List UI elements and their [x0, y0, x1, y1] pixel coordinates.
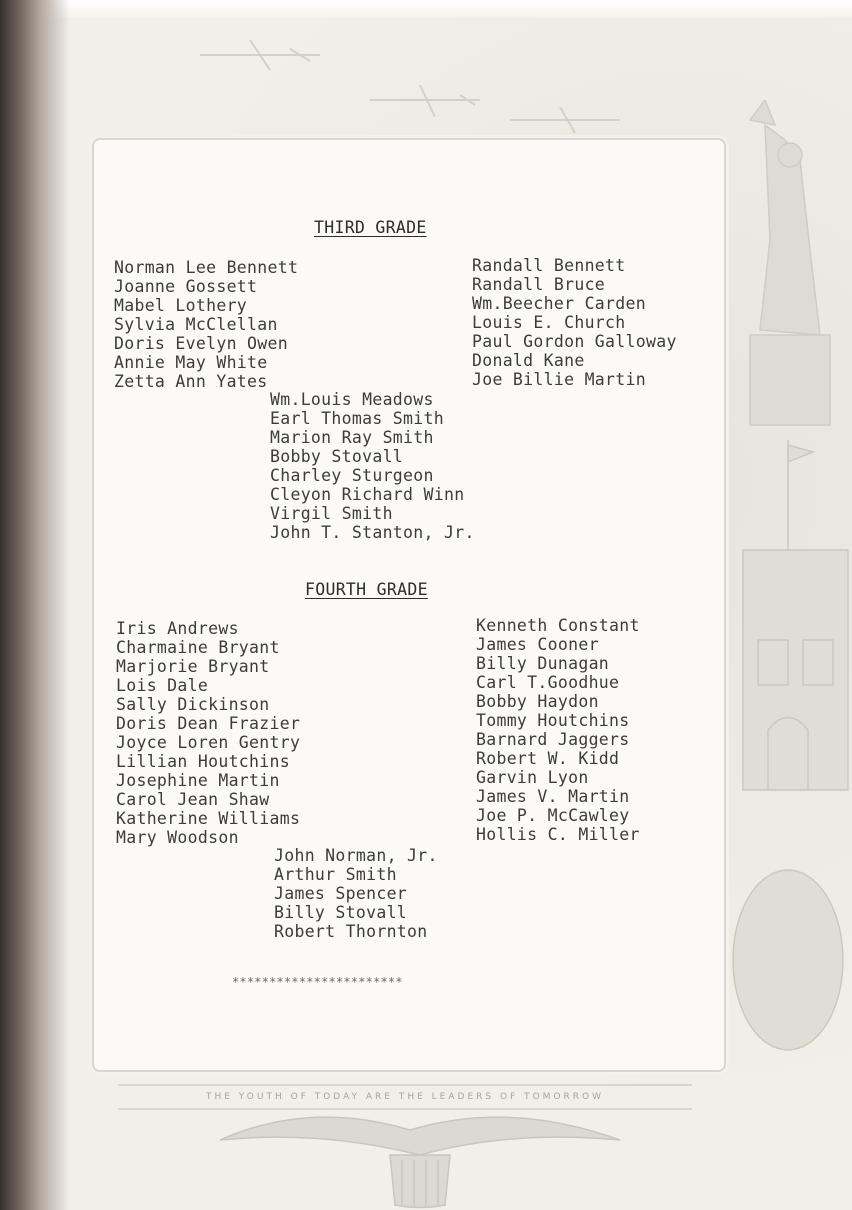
- school-building-illustration: [728, 440, 852, 1060]
- student-name: Randall Bruce: [472, 275, 606, 294]
- student-name: John T. Stanton, Jr.: [270, 523, 475, 542]
- student-name: Billy Dunagan: [476, 654, 610, 673]
- student-name: Joe Billie Martin: [472, 370, 646, 389]
- student-name: Donald Kane: [472, 351, 585, 370]
- student-name: Arthur Smith: [274, 865, 397, 884]
- student-name: Lillian Houtchins: [116, 752, 290, 771]
- student-name: James V. Martin: [476, 787, 630, 806]
- student-name: James Cooner: [476, 635, 599, 654]
- student-name: Zetta Ann Yates: [114, 372, 268, 391]
- student-name: Josephine Martin: [116, 771, 280, 790]
- statue-of-liberty-illustration: [730, 100, 840, 430]
- binding-shadow: [0, 0, 70, 1210]
- student-name: Randall Bennett: [472, 256, 626, 275]
- top-edge: [0, 0, 852, 18]
- airplane-illustration: [180, 25, 640, 135]
- star-divider: ***********************: [232, 975, 403, 989]
- student-name: Kenneth Constant: [476, 616, 640, 635]
- student-name: Mary Woodson: [116, 828, 239, 847]
- student-name: Earl Thomas Smith: [270, 409, 444, 428]
- student-name: Charley Sturgeon: [270, 466, 434, 485]
- student-name: James Spencer: [274, 884, 408, 903]
- student-name: Joyce Loren Gentry: [116, 733, 301, 752]
- student-name: Sally Dickinson: [116, 695, 270, 714]
- student-name: Carol Jean Shaw: [116, 790, 270, 809]
- student-name: Cleyon Richard Winn: [270, 485, 465, 504]
- third-grade-heading: THIRD GRADE: [314, 218, 427, 237]
- student-name: Robert Thornton: [274, 922, 428, 941]
- student-name: Sylvia McClellan: [114, 315, 278, 334]
- student-name: Louis E. Church: [472, 313, 626, 332]
- student-name: Bobby Stovall: [270, 447, 404, 466]
- eagle-emblem-illustration: [210, 1060, 630, 1210]
- student-name: Marjorie Bryant: [116, 657, 270, 676]
- fourth-grade-heading: FOURTH GRADE: [305, 580, 428, 599]
- student-name: Billy Stovall: [274, 903, 408, 922]
- student-name: Bobby Haydon: [476, 692, 599, 711]
- student-name: Norman Lee Bennett: [114, 258, 299, 277]
- student-name: Joanne Gossett: [114, 277, 258, 296]
- student-name: Wm.Louis Meadows: [270, 390, 434, 409]
- student-name: Carl T.Goodhue: [476, 673, 620, 692]
- motto-banner: THE YOUTH OF TODAY ARE THE LEADERS OF TOMORROW: [118, 1084, 692, 1110]
- student-name: Garvin Lyon: [476, 768, 589, 787]
- student-name: Iris Andrews: [116, 619, 239, 638]
- student-name: Marion Ray Smith: [270, 428, 434, 447]
- student-name: Katherine Williams: [116, 809, 301, 828]
- student-name: Paul Gordon Galloway: [472, 332, 677, 351]
- student-name: Annie May White: [114, 353, 268, 372]
- student-name: Doris Dean Frazier: [116, 714, 301, 733]
- student-name: Tommy Houtchins: [476, 711, 630, 730]
- student-name: Hollis C. Miller: [476, 825, 640, 844]
- student-name: Barnard Jaggers: [476, 730, 630, 749]
- student-name: Wm.Beecher Carden: [472, 294, 646, 313]
- student-name: John Norman, Jr.: [274, 846, 438, 865]
- student-name: Virgil Smith: [270, 504, 393, 523]
- student-name: Joe P. McCawley: [476, 806, 630, 825]
- student-name: Mabel Lothery: [114, 296, 248, 315]
- student-name: Lois Dale: [116, 676, 209, 695]
- student-name: Robert W. Kidd: [476, 749, 620, 768]
- student-name: Doris Evelyn Owen: [114, 334, 288, 353]
- student-name: Charmaine Bryant: [116, 638, 280, 657]
